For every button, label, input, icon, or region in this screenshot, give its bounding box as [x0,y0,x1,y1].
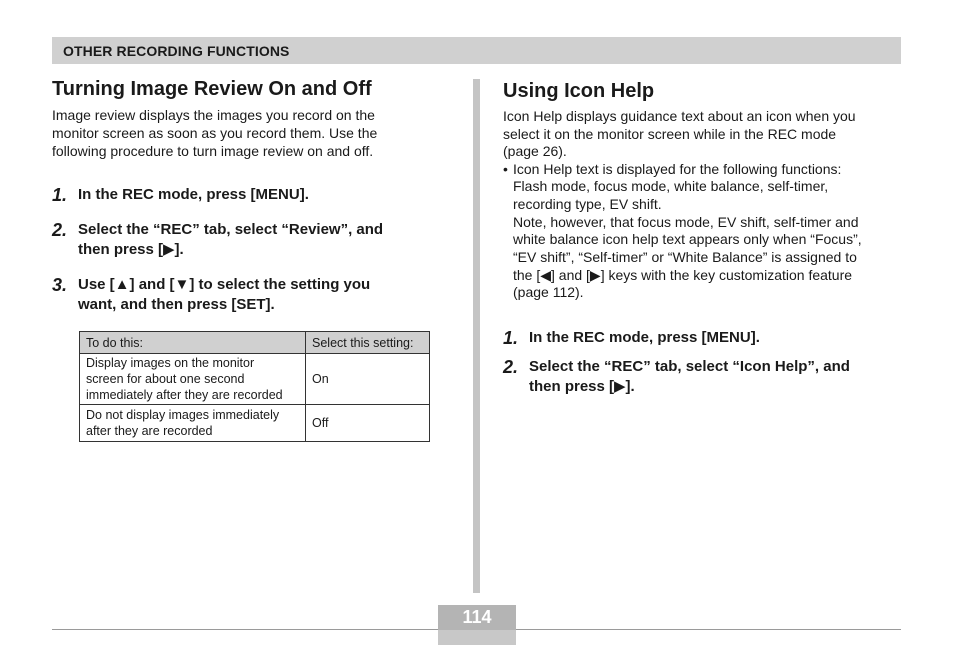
intro-line: monitor screen as soon as you record them. Use the [52,125,378,141]
intro-line: Icon Help displays guidance text about an icon when you [503,108,856,124]
table-cell-action [80,354,306,405]
left-column [52,78,432,316]
step-number: 1. [503,328,519,349]
bullet-line: Flash mode, focus mode, white balance, self-timer, [513,178,829,195]
step-2 [52,220,432,261]
step-number: 2. [52,219,68,240]
right-section-title: Using Icon Help [503,80,655,102]
intro-line: Image review displays the images you record on the [52,107,375,123]
cell-line: immediately after they are recorded [86,388,283,402]
settings-table [79,331,430,442]
page-number-tab [438,630,516,645]
cell-line: Do not display images immediately [86,408,280,422]
column-divider [473,79,480,593]
page-number: 114 [438,605,516,630]
table-header-row [80,332,430,354]
step-1 [52,185,432,206]
step-text: In the REC mode, press [MENU]. [529,329,760,347]
section-header-bar [52,37,901,64]
step-number: 2. [503,356,519,377]
table-header-cell: Select this setting: [306,332,430,354]
step-text: Use [▲] and [▼] to select the setting you [78,275,371,293]
left-intro [52,106,432,160]
bullet-line: Icon Help text is displayed for the following functions: [513,160,842,177]
step-number: 1. [52,185,68,205]
right-intro [503,108,903,161]
step-text: Select the “REC” tab, select “Icon Help”, and [529,357,850,375]
right-column [503,80,903,398]
bullet-line: “EV shift”, “Self-timer” or “White Balance” is assigned to [513,249,857,266]
bullet-line: recording type, EV shift. [513,195,662,212]
table-row [80,405,430,442]
table-cell-setting: Off [306,405,430,442]
intro-line: following procedure to turn image review on and off. [52,143,374,159]
left-section-title: Turning Image Review On and Off [52,78,372,100]
intro-line: select it on the monitor screen while in the REC mode [503,125,837,142]
table-row [80,354,430,405]
bullet-line: the [◀] and [▶] keys with the key customization feature [513,266,853,283]
step-text: then press [▶]. [78,241,184,258]
bullet-line: Note, however, that focus mode, EV shift, self-timer and [513,213,859,230]
cell-line: Display images on the monitor [86,356,255,370]
step-2 [503,357,903,398]
step-text: want, and then press [SET]. [78,296,275,313]
section-title: OTHER RECORDING FUNCTIONS [63,43,290,59]
cell-line: after they are recorded [86,424,213,438]
table-cell-action [80,405,306,442]
intro-line: (page 26). [503,143,567,159]
bullet-note [503,161,903,303]
step-number: 3. [52,274,68,295]
table-header-cell: To do this: [80,332,306,354]
step-3 [52,275,432,316]
cell-line: screen for about one second [86,372,245,386]
bullet-mark: • [503,160,508,177]
bullet-line: white balance icon help text appears only when “Focus”, [513,231,862,248]
step-1 [503,328,903,349]
step-text: Select the “REC” tab, select “Review”, and [78,220,384,238]
table-cell-setting: On [306,354,430,405]
step-text: In the REC mode, press [MENU]. [78,186,309,203]
step-text: then press [▶]. [529,378,635,396]
bullet-line: (page 112). [513,284,584,301]
